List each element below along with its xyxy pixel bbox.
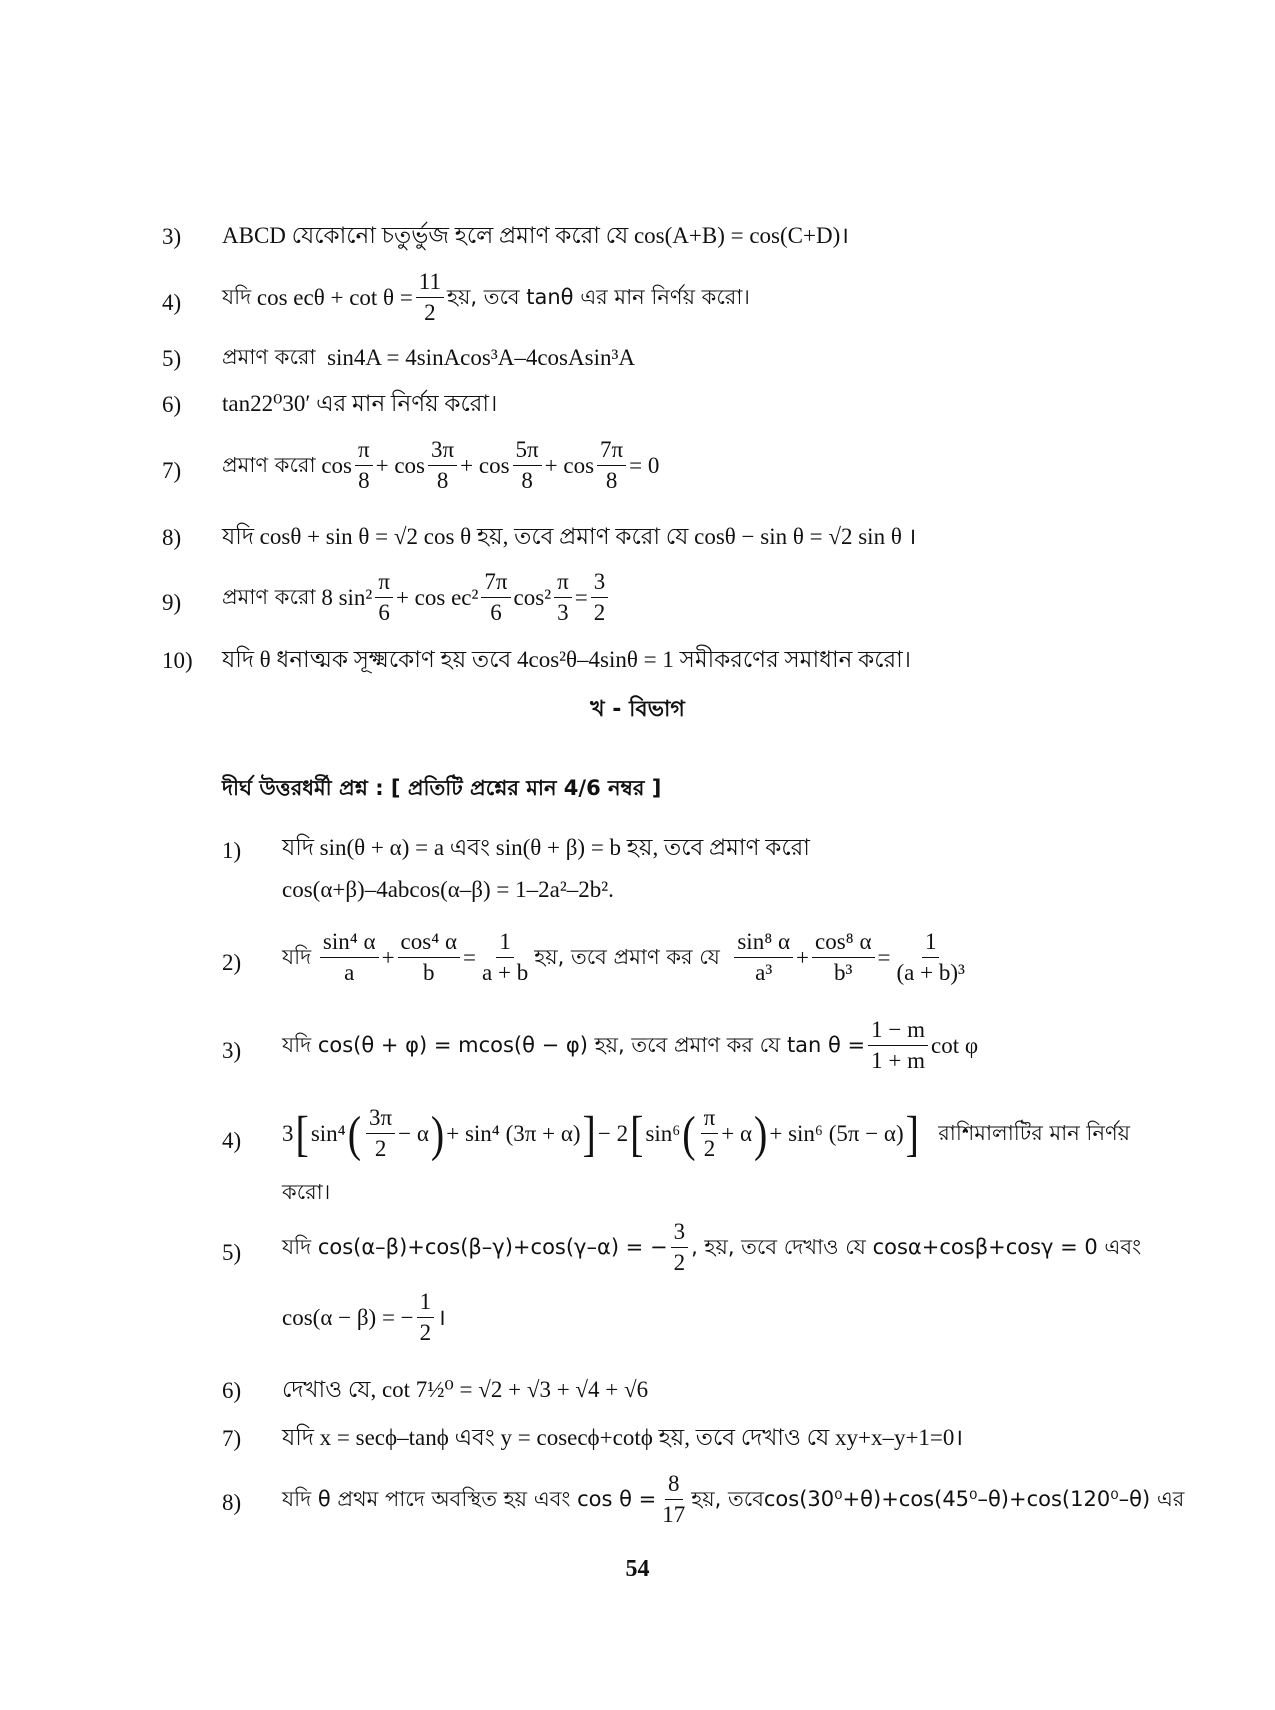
question-text: যদি θ ধনাত্মক সূক্ষ্মকোণ হয় তবে 4cos²θ–4sinθ = 1 সমীকরণের সমাধান করো। [222,647,912,672]
fraction: $\frac{\text{sin⁴ α}}{a}$ [320,930,379,985]
question-text: যদি cosθ + sin θ = √2 cos θ হয়, তবে প্রমাণ করো যে cosθ − sin θ = √2 sin θ । [222,524,917,549]
question-text: দেখাও যে, cot 7½⁰ = √2 + √3 + √4 + √6 [282,1377,649,1402]
question-number: 7) [222,1426,242,1451]
question-text: যদি [222,285,252,310]
question-text-line2: cos(α+β)–4abcos(α–β) = 1–2a²–2b². [282,877,614,902]
fraction: $\frac{\pi}{2}$ [701,1106,719,1161]
fraction: $\frac{11}{2}$ [416,270,444,325]
question-text: ABCD যেকোনো চতুর্ভুজ হলে প্রমাণ করো যে cos(A+B) = cos(C+D)। [222,223,849,248]
fraction: $\frac{1}{2}$ [417,1290,435,1345]
question-number: 6) [162,392,182,417]
question-text: যদি x = secϕ–tanϕ এবং y = cosecϕ+cotϕ হয়, তবে দেখাও যে xy+x–y+1=0। [282,1425,964,1450]
fraction: $\frac{1}{\text{(a + b)³}}$ [896,929,965,986]
question-number: 8) [162,525,182,550]
question-number: 7) [162,458,182,483]
question-number: 4) [162,290,182,315]
page-number: 54 [625,1556,650,1582]
question-number: 9) [162,590,182,615]
long-answer-heading: দীর্ঘ উত্তরধর্মী প্রশ্ন : [ প্রতিটি প্রশ্নের মান 4/6 নম্বর ] [222,776,662,800]
fraction: $\frac{\text{cos⁸ α}}{\text{b³}}$ [812,930,874,985]
question-number: 2) [222,950,242,975]
question-number: 6) [222,1378,242,1403]
question-text: প্রমাণ করো [222,453,316,478]
question-text: প্রমাণ করো [222,585,316,610]
fraction: $\frac{\text{cos⁴ α}}{b}$ [398,930,460,985]
fraction: $\frac{5\pi}{8}$ [513,438,542,493]
fraction: $\frac{3}{2}$ [671,1220,689,1275]
question-number: 1) [222,838,242,863]
fraction: $\frac{3}{2}$ [591,570,609,625]
fraction: $\frac{7\pi}{6}$ [481,570,510,625]
fraction: $\frac{7\pi}{8}$ [597,438,626,493]
question-text: হয়, তবে tanθ এর মান নির্ণয় করো। [446,285,750,310]
math-expression: cos ecθ + cot θ = [256,285,413,311]
question-text: যদি sin(θ + α) = a এবং sin(θ + β) = b হয়, তবে প্রমাণ করো [282,835,810,860]
fraction: $\frac{1}{a + b}$ [482,929,529,986]
fraction: $\frac{\pi}{6}$ [375,570,393,625]
question-number: 10) [162,648,193,673]
fraction: $\frac{\text{sin⁸ α}}{\text{a³}}$ [734,930,793,985]
question-number: 5) [222,1240,242,1265]
fraction: $\frac{\pi}{8}$ [355,438,373,493]
question-number: 8) [222,1490,242,1515]
question-number: 4) [222,1128,242,1153]
fraction: $\frac{8}{17}$ [662,1471,686,1528]
math-expression: sin4A = 4sinAcos³A–4cosAsin³A [327,345,635,370]
fraction: $\frac{3\pi}{8}$ [428,438,457,493]
question-number: 3) [222,1038,242,1063]
question-number: 3) [162,224,182,249]
question-text-line2: করো। [282,1180,331,1204]
question-text: প্রমাণ করো [222,345,316,369]
question-number: 5) [162,346,182,371]
fraction: $\frac{1 - m}{1 + m}$ [868,1018,928,1073]
question-text: tan22⁰30′ এর মান নির্ণয় করো। [222,391,498,416]
section-heading: খ - বিভাগ [590,697,685,722]
fraction: $\frac{3\pi}{2}$ [366,1106,395,1161]
fraction: $\frac{\pi}{3}$ [554,570,572,625]
